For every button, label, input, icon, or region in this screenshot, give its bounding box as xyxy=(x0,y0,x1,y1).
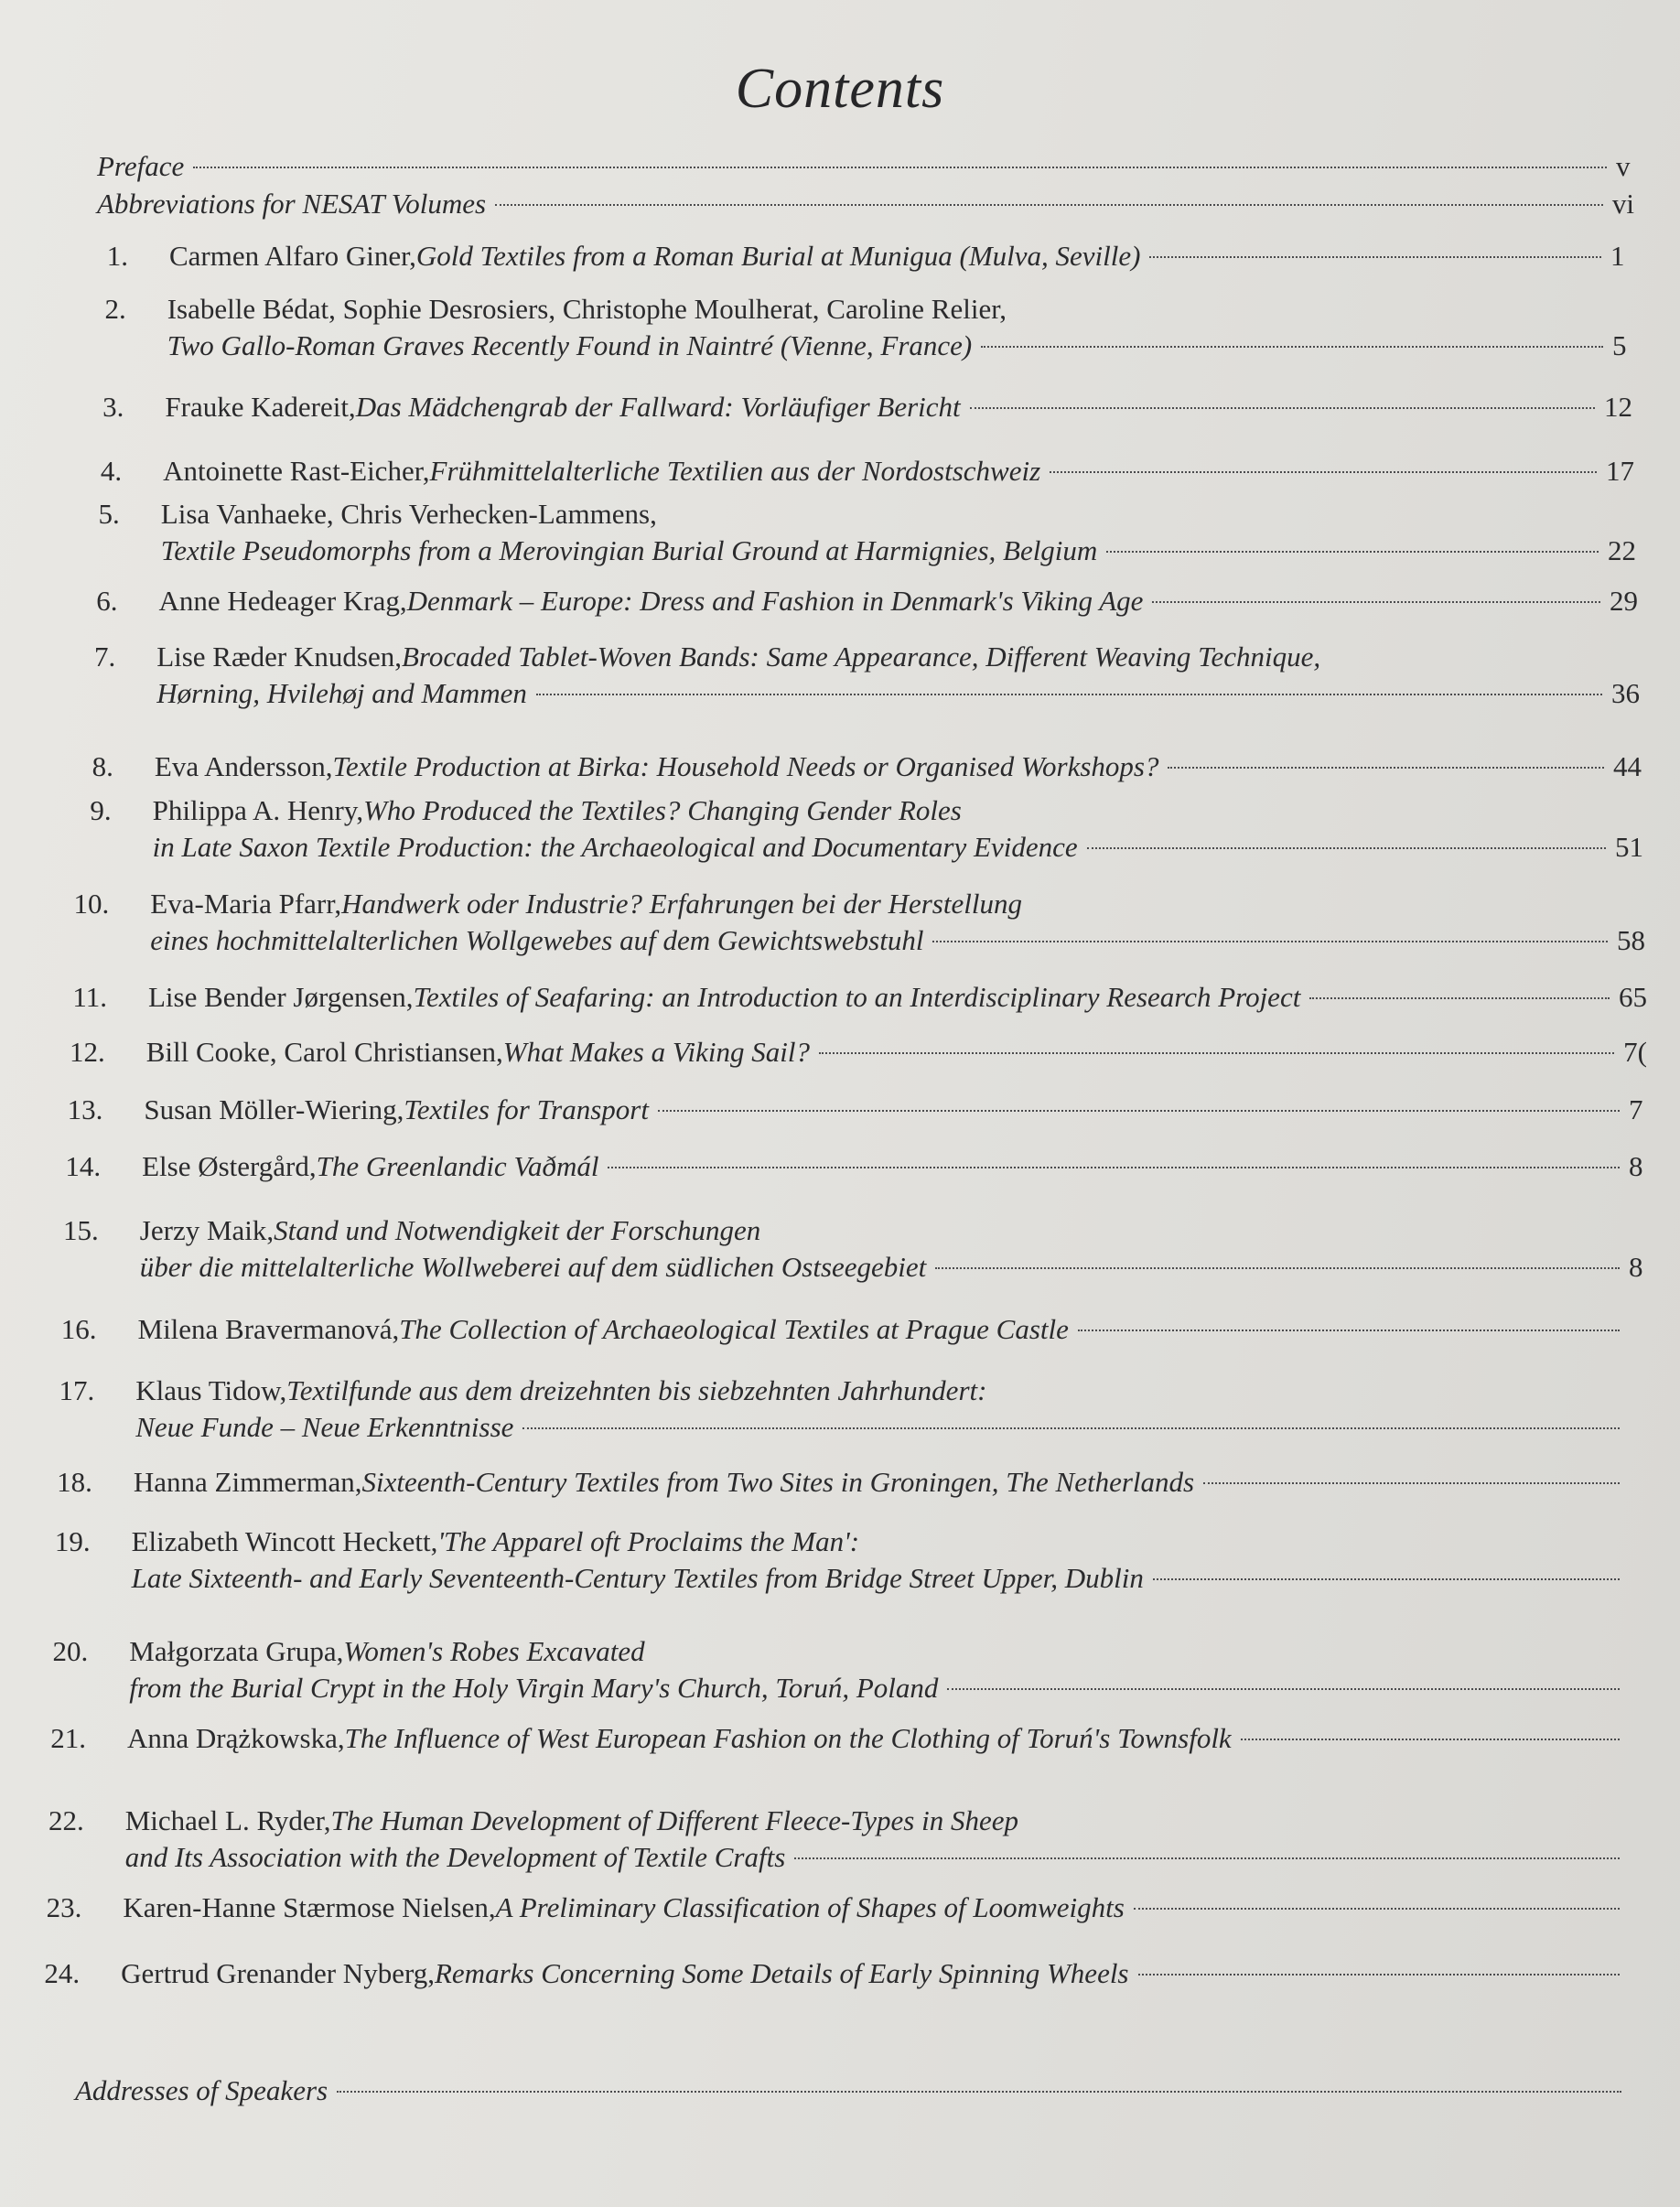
dot-leader xyxy=(981,346,1603,348)
entry-title: Handwerk oder Industrie? Erfahrungen bei der Herstellung xyxy=(341,888,1022,920)
entry-author: Anne Hedeager Krag, xyxy=(158,585,407,617)
page-number: v xyxy=(1616,150,1631,182)
entry-number: 20. xyxy=(52,1635,89,1667)
entry-title: in Late Saxon Textile Production: the Archaeological and Documentary Evidence xyxy=(152,831,1078,863)
entry-number: 16. xyxy=(60,1313,97,1345)
entry-number: 9. xyxy=(90,794,112,826)
toc-line xyxy=(150,886,1645,922)
entry-author: Małgorzata Grupa, xyxy=(129,1635,344,1667)
toc-line xyxy=(134,1464,1647,1501)
entry-title: from the Burial Crypt in the Holy Virgin Mary's Church, Toruń, Poland xyxy=(129,1672,939,1704)
page-number: 65 xyxy=(1619,981,1647,1013)
entry-author: Philippa A. Henry, xyxy=(152,794,364,826)
entry-number: 11. xyxy=(72,981,107,1013)
entry-author: Eva Andersson, xyxy=(154,750,333,782)
toc-line xyxy=(132,1560,1647,1597)
dot-leader xyxy=(1078,1330,1620,1331)
entry-title: Frühmittelalterliche Textilien aus der Nordostschweiz xyxy=(429,455,1041,487)
entry-body xyxy=(148,979,1647,1016)
toc-line xyxy=(75,2072,1649,2109)
dot-leader xyxy=(1153,1578,1620,1580)
dot-leader xyxy=(935,1267,1620,1269)
entry-author: Susan Möller-Wiering, xyxy=(144,1093,404,1125)
entry-number: 19. xyxy=(54,1525,91,1557)
entry-body xyxy=(159,583,1639,619)
entry-number: 21. xyxy=(50,1722,86,1754)
page-number: 58 xyxy=(1616,924,1645,956)
entry-title: and Its Association with the Development of Textile Crafts xyxy=(124,1841,786,1873)
toc-line xyxy=(135,1409,1647,1446)
entry-author: Antoinette Rast-Eicher, xyxy=(163,455,430,487)
entry-body xyxy=(167,291,1631,364)
page-number: 44 xyxy=(1612,750,1642,782)
entry-title: Gold Textiles from a Roman Burial at Munigua (Mulva, Seville) xyxy=(415,240,1141,272)
dot-leader xyxy=(1138,1974,1620,1976)
dot-leader xyxy=(1149,256,1601,258)
toc-line xyxy=(161,496,1636,533)
dot-leader xyxy=(1168,767,1604,769)
entry-number: 2. xyxy=(104,293,126,325)
entry-number: 1. xyxy=(106,240,128,272)
entry-body xyxy=(134,1464,1647,1501)
entry-title: The Human Development of Different Fleece-Types in Sheep xyxy=(330,1804,1018,1836)
entry-number: 8. xyxy=(92,750,113,782)
entry-body xyxy=(165,389,1632,425)
page-number: 5 xyxy=(1611,329,1627,361)
back-matter-entry xyxy=(75,2072,1649,2109)
entry-number: 13. xyxy=(67,1093,103,1125)
toc-line xyxy=(121,1955,1647,1992)
dot-leader xyxy=(337,2091,1621,2093)
toc-line xyxy=(156,639,1640,675)
entry-number: 18. xyxy=(57,1466,92,1498)
entry-title: Hørning, Hvilehøj and Mammen xyxy=(156,677,527,709)
dot-leader xyxy=(522,1427,1620,1429)
entry-author: Lise Ræder Knudsen, xyxy=(156,641,402,673)
entry-number: 14. xyxy=(65,1150,102,1182)
page-number: 7 xyxy=(1628,1093,1643,1125)
entry-body xyxy=(132,1523,1647,1597)
dot-leader xyxy=(1203,1482,1620,1484)
entry-number: 7. xyxy=(93,641,116,673)
entry-title: Two Gallo-Roman Graves Recently Found in Naintré (Vienne, France) xyxy=(167,329,973,361)
entry-number: 12. xyxy=(69,1036,105,1068)
entry-title: Textiles of Seafaring: an Introduction to an Interdisciplinary Research Project xyxy=(413,981,1301,1013)
toc-line xyxy=(123,1889,1647,1926)
page-number: 36 xyxy=(1610,677,1640,709)
toc-line xyxy=(167,291,1631,328)
entry-number: 23. xyxy=(46,1891,82,1923)
toc-line xyxy=(129,1633,1647,1670)
entry-title: Stand und Notwendigkeit der Forschungen xyxy=(274,1214,761,1246)
entry-body xyxy=(146,1034,1647,1071)
toc-line xyxy=(159,583,1639,619)
dot-leader xyxy=(1106,551,1599,553)
entry-author: Frauke Kadereit, xyxy=(165,391,356,423)
entry-author: Michael L. Ryder, xyxy=(124,1804,331,1836)
entry-author: Hanna Zimmerman, xyxy=(133,1466,362,1498)
page-number: vi xyxy=(1611,188,1634,220)
entry-author: Gertrud Grenander Nyberg, xyxy=(121,1957,435,1989)
entry-body xyxy=(156,639,1640,712)
page-number: 22 xyxy=(1607,534,1636,566)
entry-body xyxy=(129,1633,1647,1706)
entry-number: 17. xyxy=(59,1374,95,1406)
entry-number: 24. xyxy=(44,1957,81,1989)
entry-body xyxy=(153,792,1643,866)
toc-line xyxy=(153,829,1643,866)
page-number: 8 xyxy=(1628,1251,1643,1283)
entry-number: 22. xyxy=(48,1804,84,1836)
entry-author: Klaus Tidow, xyxy=(135,1374,287,1406)
toc-line xyxy=(167,328,1631,364)
front-matter-entry xyxy=(97,148,1634,185)
dot-leader xyxy=(536,694,1602,695)
dot-leader xyxy=(1087,847,1606,849)
toc-line xyxy=(125,1839,1647,1876)
page-title: Contents xyxy=(735,58,945,120)
entry-body xyxy=(140,1212,1647,1286)
entry-author: Else Østergård, xyxy=(142,1150,317,1182)
dot-leader xyxy=(794,1857,1620,1859)
entry-number: 3. xyxy=(102,391,124,423)
entry-author: Jerzy Maik, xyxy=(139,1214,275,1246)
entry-author: Carmen Alfaro Giner, xyxy=(169,240,416,272)
entry-body xyxy=(169,238,1629,275)
entry-author: Lisa Vanhaeke, Chris Verhecken-Lammens, xyxy=(160,498,657,530)
front-matter-label: Abbreviations for NESAT Volumes xyxy=(97,188,487,220)
dot-leader xyxy=(1050,471,1597,473)
entry-title: The Greenlandic Vaðmál xyxy=(316,1150,599,1182)
page-number: 8 xyxy=(1628,1150,1643,1182)
toc-line xyxy=(97,186,1634,222)
page-number: 1 xyxy=(1610,240,1625,272)
entry-author: Elizabeth Wincott Heckett, xyxy=(131,1525,438,1557)
page-number: 51 xyxy=(1614,831,1643,863)
entry-title: 'The Apparel oft Proclaims the Man': xyxy=(437,1525,860,1557)
toc-line xyxy=(156,675,1640,712)
entry-title: Remarks Concerning Some Details of Early Spinning Wheels xyxy=(434,1957,1129,1989)
dot-leader xyxy=(947,1688,1620,1690)
front-matter-entry xyxy=(97,186,1634,222)
toc-line xyxy=(153,792,1643,829)
dot-leader xyxy=(1152,601,1600,603)
entry-title: The Influence of West European Fashion on the Clothing of Toruń's Townsfolk xyxy=(344,1722,1232,1754)
entry-title: Denmark – Europe: Dress and Fashion in Denmark's Viking Age xyxy=(406,585,1144,617)
entry-title: Women's Robes Excavated xyxy=(343,1635,645,1667)
page-number: 12 xyxy=(1603,391,1632,423)
entry-title: Textiles for Transport xyxy=(404,1093,649,1125)
entry-author: Eva-Maria Pfarr, xyxy=(150,888,342,920)
entry-title: Textile Production at Birka: Household Needs or Organised Workshops? xyxy=(332,750,1159,782)
dot-leader xyxy=(1134,1908,1620,1910)
entry-body xyxy=(138,1311,1648,1348)
dot-leader xyxy=(1309,997,1610,999)
entry-body xyxy=(163,453,1634,490)
toc-line xyxy=(135,1373,1647,1409)
entry-author: Isabelle Bédat, Sophie Desrosiers, Christophe Moulherat, Caroline Relier, xyxy=(167,293,1007,325)
toc-line xyxy=(129,1670,1647,1706)
toc-line xyxy=(146,1034,1647,1071)
page-number: 7( xyxy=(1623,1036,1647,1068)
entry-title: Textilfunde aus dem dreizehnten bis siebzehnten Jahrhundert: xyxy=(286,1374,987,1406)
entry-body xyxy=(123,1889,1647,1926)
dot-leader xyxy=(658,1110,1620,1112)
dot-leader xyxy=(193,167,1607,168)
entry-body xyxy=(155,748,1642,785)
toc-line xyxy=(163,453,1634,490)
entry-title: A Preliminary Classification of Shapes of Loomweights xyxy=(495,1891,1125,1923)
entry-number: 6. xyxy=(96,585,118,617)
entry-title: Brocaded Tablet-Woven Bands: Same Appearance, Different Weaving Technique, xyxy=(401,641,1321,673)
entry-body xyxy=(121,1955,1647,1992)
dot-leader xyxy=(1241,1739,1620,1740)
dot-leader xyxy=(932,941,1608,942)
entry-number: 5. xyxy=(98,498,120,530)
entry-title: Late Sixteenth- and Early Seventeenth-Century Textiles from Bridge Street Upper, Dublin xyxy=(131,1562,1144,1594)
toc-line xyxy=(138,1311,1648,1348)
entry-body xyxy=(150,886,1645,959)
entry-title: Who Produced the Textiles? Changing Gender Roles xyxy=(363,794,962,826)
entry-body xyxy=(135,1373,1647,1446)
entry-author: Lise Bender Jørgensen, xyxy=(148,981,414,1013)
entry-number: 10. xyxy=(73,888,110,920)
entry-title: über die mittelalterliche Wollweberei auf dem südlichen Ostseegebiet xyxy=(139,1251,927,1283)
toc-line xyxy=(97,148,1634,185)
toc-line xyxy=(140,1212,1647,1249)
entry-body xyxy=(144,1092,1647,1128)
entry-title: What Makes a Viking Sail? xyxy=(502,1036,810,1068)
dot-leader xyxy=(608,1167,1620,1168)
toc-line xyxy=(125,1803,1647,1839)
toc-line xyxy=(144,1092,1647,1128)
entry-number: 4. xyxy=(100,455,123,487)
front-matter-label: Preface xyxy=(97,150,185,182)
entry-body xyxy=(142,1148,1647,1185)
entry-author: Bill Cooke, Carol Christiansen, xyxy=(145,1036,503,1068)
entry-title: Textile Pseudomorphs from a Merovingian Burial Ground at Harmignies, Belgium xyxy=(160,534,1098,566)
toc-line xyxy=(165,389,1632,425)
page-number: 29 xyxy=(1610,585,1638,617)
entry-body xyxy=(125,1803,1647,1876)
toc-line xyxy=(132,1523,1647,1560)
back-matter-label: Addresses of Speakers xyxy=(75,2074,328,2106)
entry-number: 15. xyxy=(63,1214,99,1246)
entry-body xyxy=(161,496,1636,569)
entry-body xyxy=(127,1720,1647,1757)
toc-line xyxy=(142,1148,1647,1185)
entry-title: Das Mädchengrab der Fallward: Vorläufiger Bericht xyxy=(355,391,961,423)
toc-line xyxy=(127,1720,1647,1757)
toc-line xyxy=(169,238,1629,275)
toc-line xyxy=(155,748,1642,785)
entry-title: Sixteenth-Century Textiles from Two Sites in Groningen, The Netherlands xyxy=(361,1466,1195,1498)
page-number: 17 xyxy=(1605,455,1634,487)
entry-title: Neue Funde – Neue Erkenntnisse xyxy=(135,1411,514,1443)
entry-author: Milena Bravermanová, xyxy=(137,1313,400,1345)
toc-line xyxy=(148,979,1647,1016)
entry-title: The Collection of Archaeological Textiles at Prague Castle xyxy=(399,1313,1069,1345)
toc-line xyxy=(140,1249,1647,1286)
entry-title: eines hochmittelalterlichen Wollgewebes auf dem Gewichtswebstuhl xyxy=(150,924,924,956)
entry-author: Anna Drążkowska, xyxy=(127,1722,345,1754)
dot-leader xyxy=(819,1052,1614,1054)
dot-leader xyxy=(495,204,1603,206)
entry-author: Karen-Hanne Stærmose Nielsen, xyxy=(123,1891,496,1923)
toc-line xyxy=(161,533,1636,569)
toc-line xyxy=(150,922,1645,959)
dot-leader xyxy=(970,407,1595,409)
